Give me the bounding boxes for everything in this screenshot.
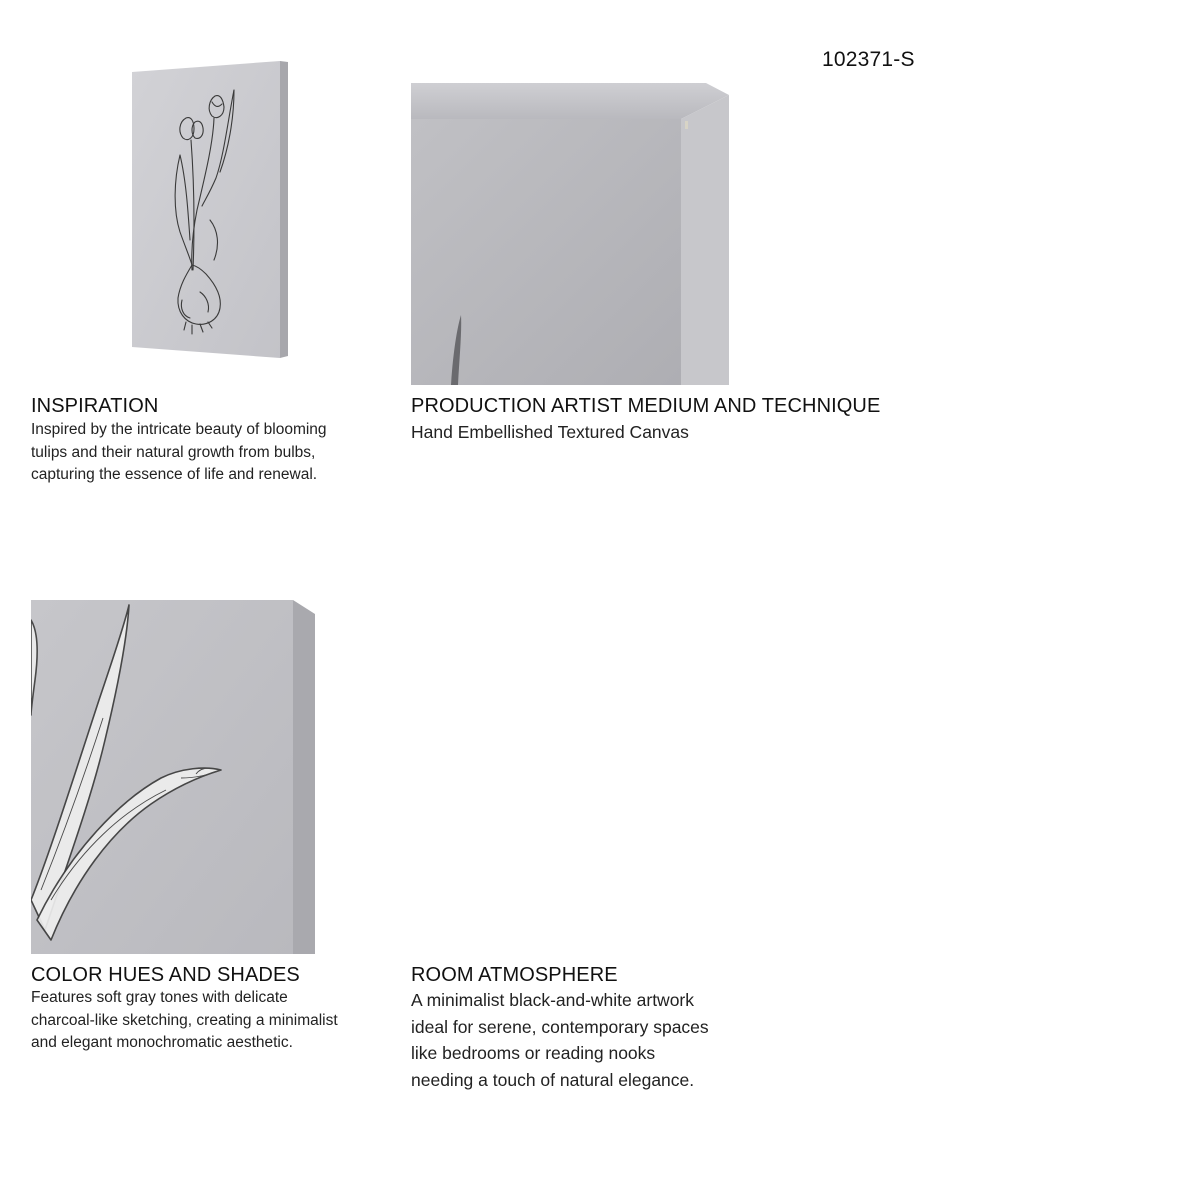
room-line: ideal for serene, contemporary spaces [411, 1016, 709, 1037]
inspiration-line: tulips and their natural growth from bulbs, [31, 443, 316, 461]
color-line: and elegant monochromatic aesthetic. [31, 1034, 293, 1051]
color-line: charcoal-like sketching, creating a minimalist [31, 1011, 338, 1029]
color-heading: COLOR HUES AND SHADES [31, 964, 300, 986]
room-line: like bedrooms or reading nooks [411, 1043, 656, 1063]
room-heading: ROOM ATMOSPHERE [411, 964, 618, 986]
color-text [31, 987, 401, 1055]
color-line: Features soft gray tones with delicate [31, 989, 288, 1006]
leaf-detail-closeup-image [31, 600, 315, 954]
inspiration-line: Inspired by the intricate beauty of blooming [31, 421, 327, 438]
production-line: Hand Embellished Textured Canvas [411, 422, 689, 442]
inspiration-text [31, 419, 391, 487]
canvas-full-view-image [130, 60, 292, 360]
production-heading: PRODUCTION ARTIST MEDIUM AND TECHNIQUE [411, 395, 881, 417]
production-text [411, 419, 911, 446]
product-sku: 102371-S [822, 48, 915, 71]
room-line: needing a touch of natural elegance. [411, 1069, 695, 1090]
canvas-corner-closeup-image [411, 83, 729, 385]
inspiration-line: capturing the essence of life and renewal. [31, 466, 318, 483]
room-text [411, 987, 811, 1093]
inspiration-heading: INSPIRATION [31, 395, 159, 417]
room-line: A minimalist black-and-white artwork [411, 990, 695, 1010]
